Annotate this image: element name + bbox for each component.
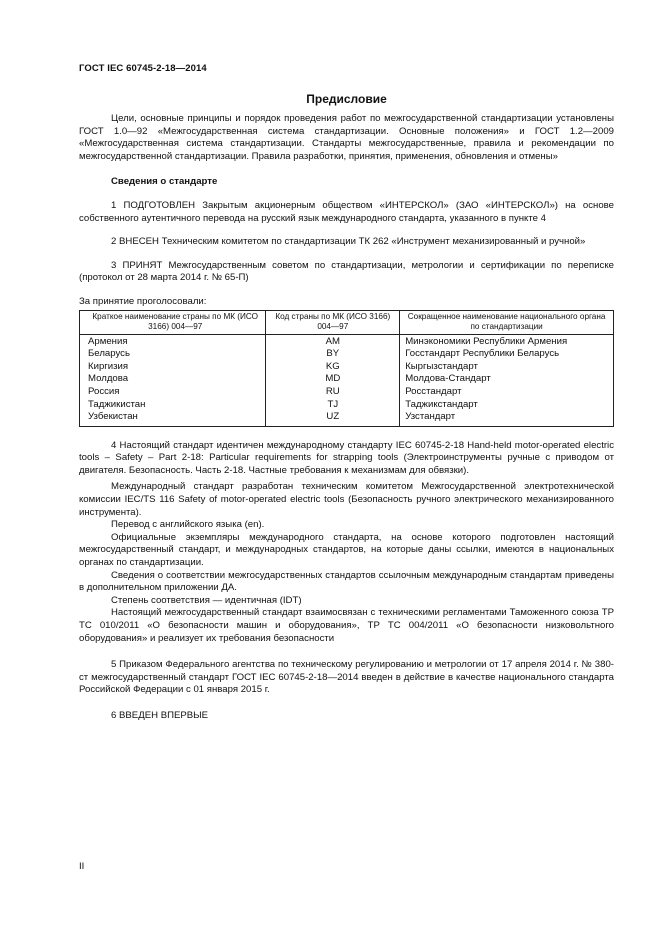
table-cell-code: UZ: [266, 411, 400, 426]
table-cell-country: Молдова: [80, 373, 266, 386]
item-6-paragraph: 6 ВВЕДЕН ВПЕРВЫЕ: [111, 709, 209, 721]
table-cell-country: Беларусь: [80, 348, 266, 361]
table-cell-country: Киргизия: [80, 361, 266, 374]
table-cell-country: Таджикистан: [80, 399, 266, 412]
table-cell-body: Кыргызстандарт: [400, 361, 614, 374]
table-row: [80, 399, 614, 412]
item-4-copies-paragraph: Официальные экземпляры международного стандарта, на основе которого подготовлен настоящий межгосударственный стандарт, и международных стандартов, на которые даны ссылки, имеются в национальных органах по стандартизации.: [79, 531, 614, 569]
table-cell-body: Узстандарт: [400, 411, 614, 426]
table-cell-code: AM: [266, 334, 400, 348]
table-header-code: Код страны по МК (ИСО 3166) 004—97: [266, 310, 400, 334]
item-3-paragraph: 3 ПРИНЯТ Межгосударственным советом по стандартизации, метрологии и сертификации по переписке (протокол от 28 марта 2014 г. № 65-П): [79, 259, 614, 284]
item-5-paragraph: 5 Приказом Федерального агентства по техническому регулированию и метрологии от 17 апреля 2014 г. № 380-ст межгосударственный стандарт ГОСТ IEC 60745-2-18—2014 введен в действие в качестве национального стандарта Российской Федерации с 01 января 2015 г.: [79, 659, 614, 696]
table-cell-code: RU: [266, 386, 400, 399]
item-4-correspondence-paragraph: Сведения о соответствии межгосударственных стандартов ссылочным международным стандартам приведены в дополнительном приложении ДА.: [79, 569, 614, 594]
item-1-paragraph: 1 ПОДГОТОВЛЕН Закрытым акционерным обществом «ИНТЕРСКОЛ» (ЗАО «ИНТЕРСКОЛ») на основе собственного аутентичного перевода на русский язык международного стандарта, указанного в пункте 4: [79, 199, 614, 224]
table-row: [80, 411, 614, 426]
table-cell-country: Россия: [80, 386, 266, 399]
table-cell-country: Армения: [80, 334, 266, 348]
item-4-regulations-paragraph: Настоящий межгосударственный стандарт взаимосвязан с техническими регламентами Таможенного союза ТР ТС 010/2011 «О безопасности машин и оборудования», ТР ТС 004/2011 «О безопасности низковольтного оборудования» и реализует их требования безопасности: [79, 607, 614, 644]
table-header-body: Сокращенное наименование национального органа по стандартизации: [400, 310, 614, 334]
table-cell-body: Минэкономики Республики Армения: [400, 334, 614, 348]
table-cell-body: Таджикстандарт: [400, 399, 614, 412]
item-4-translation-paragraph: Перевод с английского языка (en).: [111, 519, 265, 531]
item-2-paragraph: 2 ВНЕСЕН Техническим комитетом по стандартизации ТК 262 «Инструмент механизированный и ручной»: [111, 236, 586, 248]
table-cell-code: BY: [266, 348, 400, 361]
document-body: [79, 113, 614, 723]
subheading-standard-info: Сведения о стандарте: [111, 176, 218, 188]
page-number: II: [79, 861, 85, 872]
table-row: [80, 361, 614, 374]
table-row: [80, 348, 614, 361]
table-cell-country: Узбекистан: [80, 411, 266, 426]
table-header-row: [80, 310, 614, 334]
vote-label: За принятие проголосовали:: [79, 295, 207, 307]
item-4-paragraph: 4 Настоящий стандарт идентичен международному стандарту IEC 60745-2-18 Hand-held motor-operated electric tools – Safety – Part 2-18: Particular requirements for strapping tools (Электроинструменты ручные с приводом от двигателя. Безопасность. Часть 2-18. Частные требования к механизмам для обвязки).: [79, 439, 614, 476]
standard-code-header: ГОСТ IEC 60745-2-18—2014: [79, 63, 207, 74]
page-title: Предисловие: [306, 92, 387, 106]
table-cell-body: Госстандарт Республики Беларусь: [400, 348, 614, 361]
table-cell-body: Росстандарт: [400, 386, 614, 399]
table-cell-body: Молдова-Стандарт: [400, 373, 614, 386]
item-4-degree-paragraph: Степень соответствия — идентичная (IDT): [111, 594, 302, 606]
page-title-wrap: [0, 90, 661, 108]
intro-paragraph: Цели, основные принципы и порядок проведения работ по межгосударственной стандартизации установлены ГОСТ 1.0—92 «Межгосударственная система стандартизации. Основные положения» и ГОСТ 1.2—2009 «Межгосударственная система стандартизации. Стандарты межгосударственные, правила и рекомендации по межгосударственной стандартизации. Правила разработки, принятия, применения, обновления и отмены»: [79, 113, 614, 162]
table-row: [80, 373, 614, 386]
item-4-developer-paragraph: Международный стандарт разработан техническим комитетом Межгосударственной электротехнической комиссии IEC/TS 116 Safety of motor-operated electric tools (Безопасность ручного электрического механизированного инструмента).: [79, 481, 614, 518]
table-cell-code: KG: [266, 361, 400, 374]
table-cell-code: TJ: [266, 399, 400, 412]
table-header-country: Краткое наименование страны по МК (ИСО 3166) 004—97: [80, 310, 266, 334]
table-row: [80, 334, 614, 348]
table-row: [80, 386, 614, 399]
voting-table: [79, 310, 614, 427]
table-cell-code: MD: [266, 373, 400, 386]
